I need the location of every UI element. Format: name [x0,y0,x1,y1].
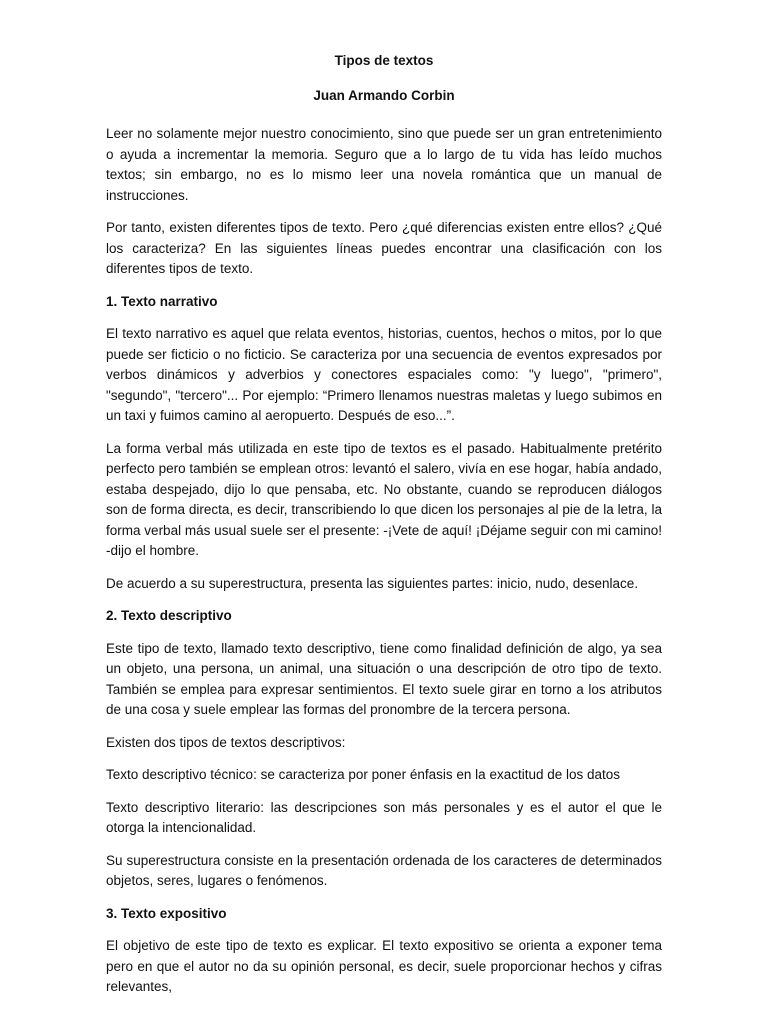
paragraph: El texto narrativo es aquel que relata eventos, historias, cuentos, hechos o mitos, por lo que puede ser ficticio o no ficticio. Se caracteriza por una secuencia de eventos expresados por verbos dinámicos y adverbios y conectores espaciales como: "y luego", "primero", "segundo", "tercero"... Por ejemplo: “Primero llenamos nuestras maletas y luego subimos en un taxi y fuimos camino al aeropuerto. Después de eso...”. [106,326,662,423]
paragraph: Texto descriptivo literario: las descripciones son más personales y es el autor el que le otorga la intencionalidad. [106,799,662,835]
section-heading: 1. Texto narrativo [106,293,218,309]
paragraph: Este tipo de texto, llamado texto descriptivo, tiene como finalidad definición de algo, ya sea un objeto, una persona, un animal, una situación o una descripción de otro tipo de texto. También se emplea para expresar sentimientos. El texto suele girar en torno a los atributos de una cosa y suele emplear las formas del pronombre de la tercera persona. [106,640,662,717]
section-heading: 3. Texto expositivo [106,905,227,921]
paragraph: Leer no solamente mejor nuestro conocimiento, sino que puede ser un gran entretenimiento o ayuda a incrementar la memoria. Seguro que a lo largo de tu vida has leído muchos textos; sin embargo, no es lo mismo leer una novela romántica que un manual de instrucciones. [106,126,662,203]
paragraph: Por tanto, existen diferentes tipos de texto. Pero ¿qué diferencias existen entre ellos? ¿Qué los caracteriza? En las siguientes líneas puedes encontrar una clasificación con los diferentes tipos de texto. [106,220,662,276]
paragraph: Su superestructura consiste en la presentación ordenada de los caracteres de determinados objetos, seres, lugares o fenómenos. [106,852,662,888]
paragraph: La forma verbal más utilizada en este tipo de textos es el pasado. Habitualmente pretérito perfecto pero también se emplean otros: levantó el salero, vivía en ese hogar, había andado, estaba despejado, dijo lo que pensaba, etc. No obstante, cuando se reproducen diálogos son de forma directa, es decir, transcribiendo lo que dicen los personajes al pie de la letra, la forma verbal más usual suele ser el presente: -¡Vete de aquí! ¡Déjame seguir con mi camino! -dijo el hombre. [106,440,662,558]
document-body [106,124,662,998]
paragraph: Existen dos tipos de textos descriptivos: [106,734,346,750]
paragraph: Texto descriptivo técnico: se caracteriza por poner énfasis en la exactitud de los datos [106,767,621,782]
document-title: Tipos de textos [334,53,434,68]
section-heading: 2. Texto descriptivo [106,608,232,623]
paragraph: El objetivo de este tipo de texto es explicar. El texto expositivo se orienta a exponer tema pero en que el autor no da su opinión personal, es decir, suele proporcionar hechos y cifras relevantes, [106,938,662,994]
paragraph: De acuerdo a su superestructura, presenta las siguientes partes: inicio, nudo, desenlace. [106,575,639,591]
document-author: Juan Armando Corbin [313,88,455,103]
